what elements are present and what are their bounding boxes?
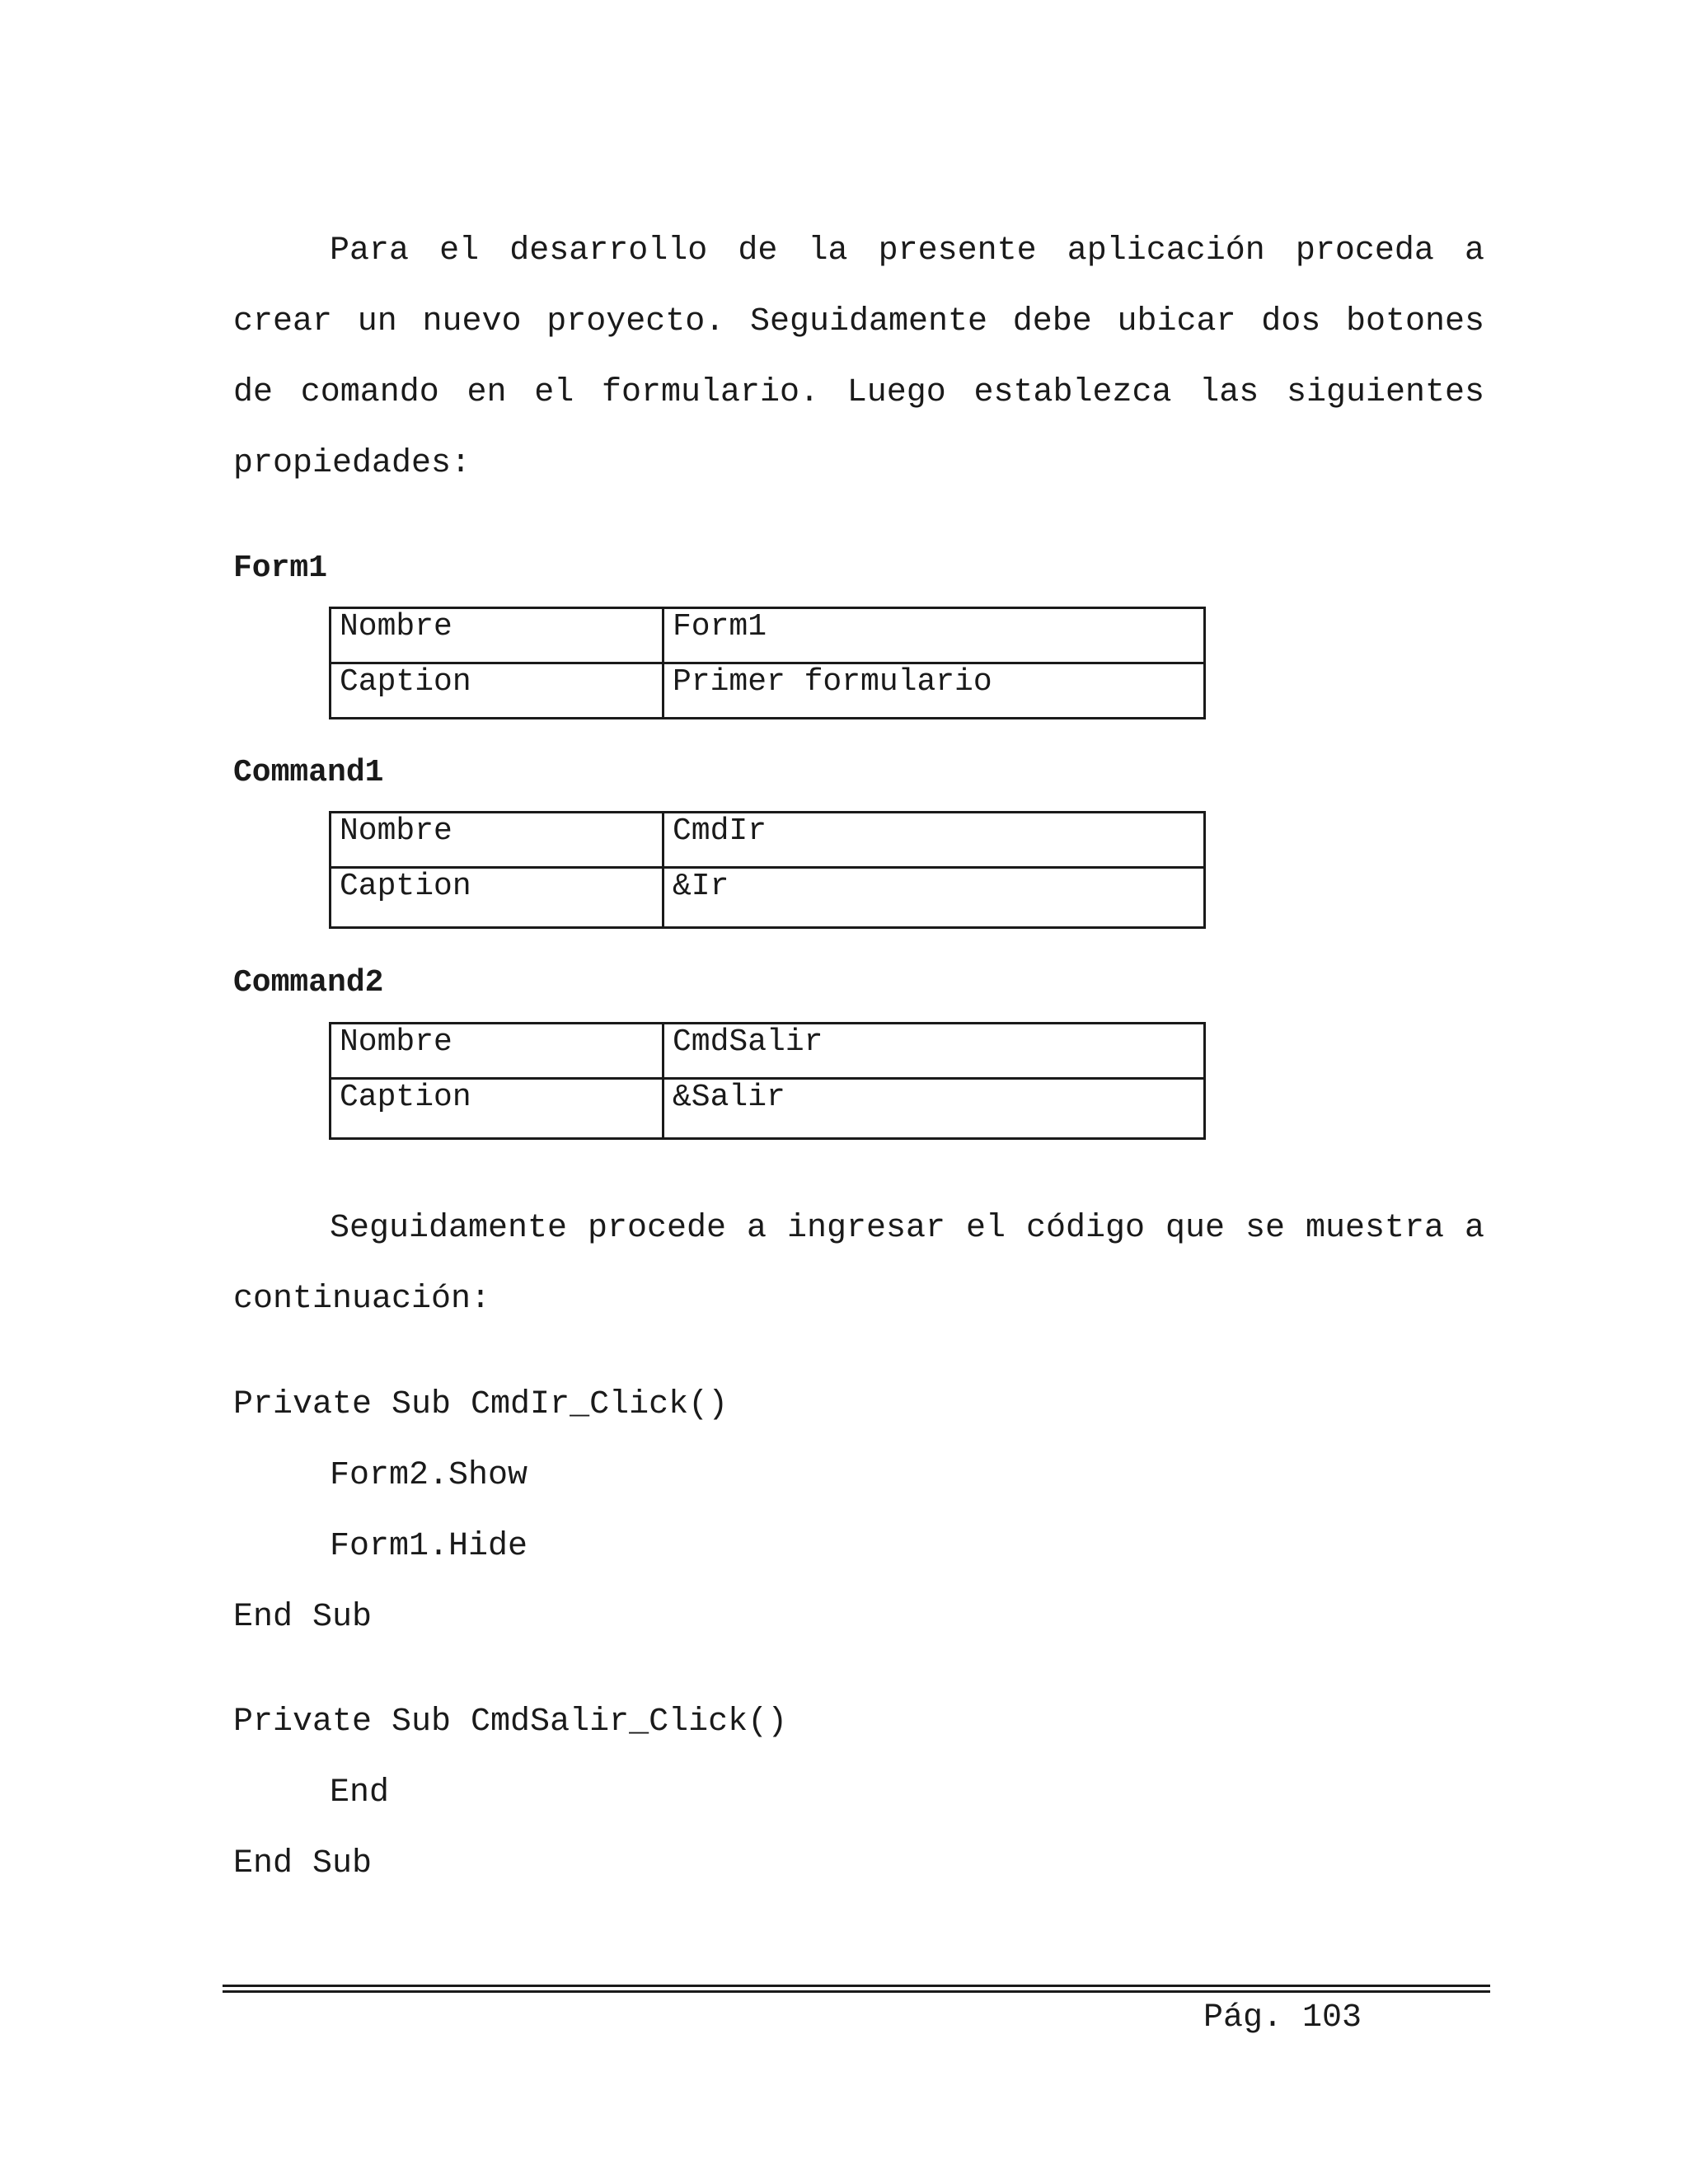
table-row [331, 1079, 1205, 1139]
code-intro-paragraph [233, 1193, 1484, 1335]
section-title-command1: Command1 [233, 755, 384, 790]
code-line: End Sub [233, 1599, 373, 1636]
property-name: Nombre [331, 1024, 663, 1079]
code-line: End [330, 1774, 390, 1811]
code-line: Private Sub CmdSalir_Click() [233, 1704, 788, 1741]
code-block-cmdsalir [233, 1687, 787, 1900]
intro-text: Para el desarrollo de la presente aplicación proceda a crear un nuevo proyecto. Seguidamente debe ubicar dos botones de comando en el formulario. Luego establezca las siguientes propiedades: [233, 232, 1484, 482]
table-row [331, 1024, 1205, 1079]
properties-table-form1 [329, 607, 1206, 719]
code-block-cmdir [233, 1370, 728, 1653]
table-row [331, 608, 1205, 663]
property-name: Caption [331, 663, 663, 719]
properties-table-command2 [329, 1022, 1206, 1140]
property-name: Caption [331, 1079, 663, 1139]
property-value: &Ir [663, 868, 1205, 928]
code-line: Form2.Show [330, 1457, 528, 1494]
property-name: Caption [331, 868, 663, 928]
code-line: End Sub [233, 1845, 373, 1882]
section-title-command2: Command2 [233, 965, 384, 1001]
property-value: Primer formulario [663, 663, 1205, 719]
properties-table-command1 [329, 811, 1206, 929]
footer-divider [223, 1990, 1490, 1993]
property-name: Nombre [331, 813, 663, 868]
property-value: CmdSalir [663, 1024, 1205, 1079]
table-row [331, 813, 1205, 868]
property-name: Nombre [331, 608, 663, 663]
code-line: Form1.Hide [330, 1528, 528, 1565]
code-line: Private Sub CmdIr_Click() [233, 1386, 729, 1423]
property-value: &Salir [663, 1079, 1205, 1139]
footer-divider [223, 1985, 1490, 1987]
intro-paragraph [233, 216, 1484, 499]
page-number: Pág. 103 [1203, 1999, 1362, 2036]
table-row [331, 868, 1205, 928]
code-intro-text: Seguidamente procede a ingresar el código que se muestra a continuación: [233, 1210, 1484, 1318]
section-title-form1: Form1 [233, 551, 328, 586]
property-value: CmdIr [663, 813, 1205, 868]
property-value: Form1 [663, 608, 1205, 663]
table-row [331, 663, 1205, 719]
